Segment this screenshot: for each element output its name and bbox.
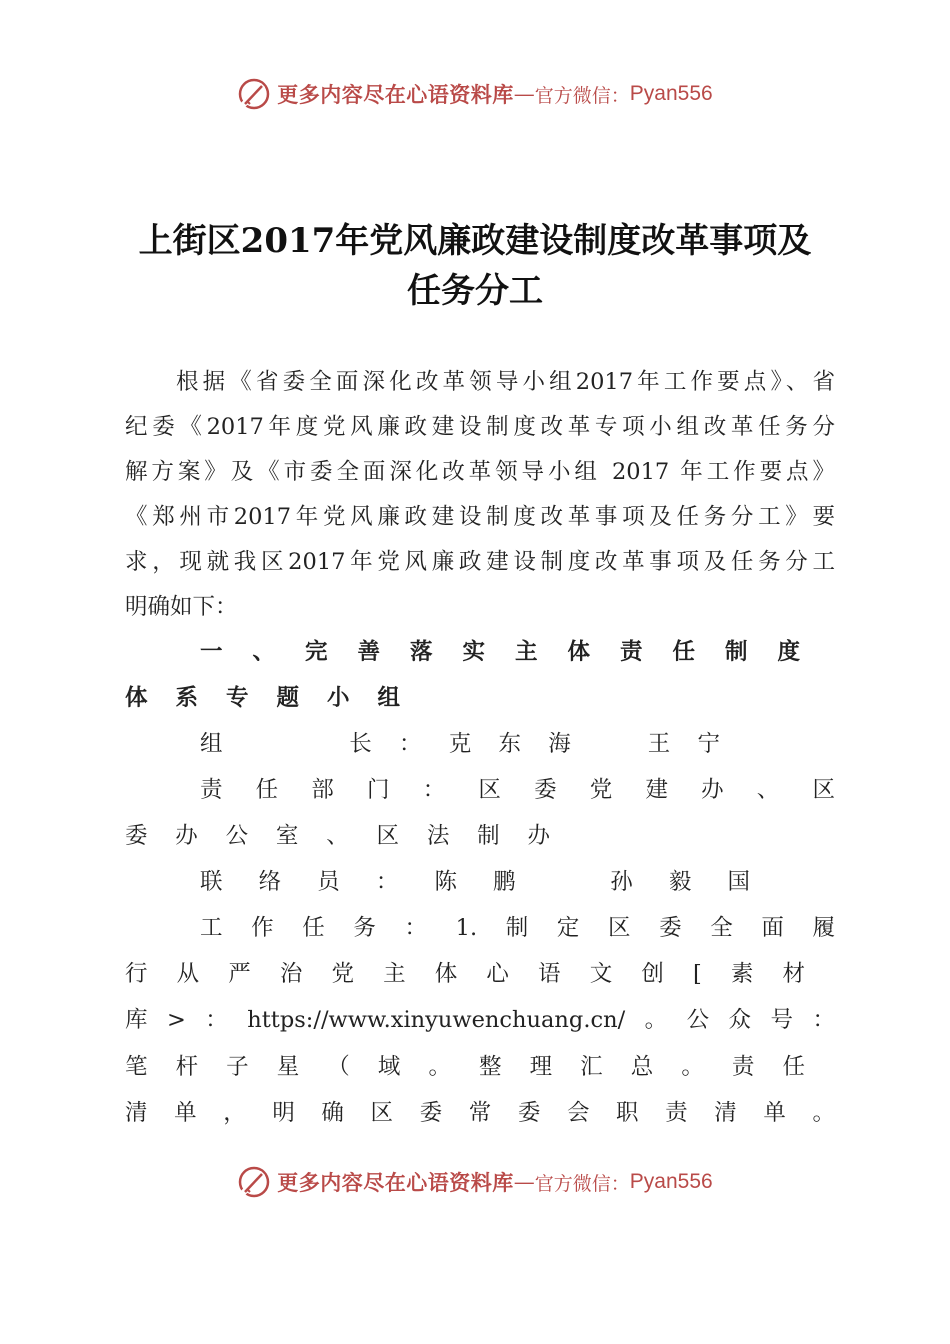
body-line: 求，现就我区2017年党风廉政建设制度改革事项及任务分工 (125, 549, 835, 575)
group-leader-line: 组 长：克东海 王宁 (200, 731, 720, 757)
section-heading-line-1: 一、完善落实主体责任制度 (200, 639, 800, 665)
document-title (110, 216, 840, 316)
banner-title: 更多内容尽在心语资料库 (277, 1170, 514, 1195)
title-line-2: 任务分工 (407, 271, 543, 311)
banner-subtitle: 官方微信： (534, 84, 630, 107)
liaison-line: 联络员：陈鹏 孙毅国 (200, 869, 750, 895)
body-line: 清单，明确区委常委会职责清单。 (125, 1100, 835, 1126)
banner-title: 更多内容尽在心语资料库 (277, 82, 514, 107)
banner-subtitle: 官方微信： (534, 1172, 630, 1195)
body-line: 纪委《2017年度党风廉政建设制度改革专项小组改革任务分 (125, 414, 835, 440)
banner-wechat-id: Pyan556 (629, 82, 713, 105)
work-task-line: 工作任务：1.制定区委全面履 (200, 915, 835, 941)
body-line: 《郑州市2017年党风廉政建设制度改革事项及任务分工》要 (125, 504, 835, 530)
footer-banner (0, 1162, 950, 1202)
banner-separator: — (513, 82, 535, 106)
body-line: 库>：https://www.xinyuwenchuang.cn/。公众号： (125, 1007, 835, 1033)
body-line: 根据《省委全面深化改革领导小组2017年工作要点》、省 (176, 369, 835, 395)
body-line: 解方案》及《市委全面深化改革领导小组 2017 年工作要点》 (125, 459, 835, 485)
pen-in-circle-logo (237, 77, 271, 111)
pen-in-circle-logo (237, 1165, 271, 1199)
responsible-dept-line-2: 委办公室、区法制办 (125, 823, 550, 849)
body-line: 行从严治党主体心语文创[素材 (125, 961, 805, 987)
header-banner (0, 74, 950, 114)
section-heading-line-2: 体系专题小组 (125, 685, 400, 711)
banner-wechat-id: Pyan556 (629, 1170, 713, 1193)
banner-separator: — (513, 1170, 535, 1194)
body-line: 笔杆子星（域。整理汇总。责任 (125, 1054, 805, 1080)
title-line-1: 上街区2017年党风廉政建设制度改革事项及 (138, 221, 812, 261)
responsible-dept-line: 责任部门：区委党建办、区 (200, 777, 835, 803)
body-line: 明确如下： (125, 594, 238, 620)
